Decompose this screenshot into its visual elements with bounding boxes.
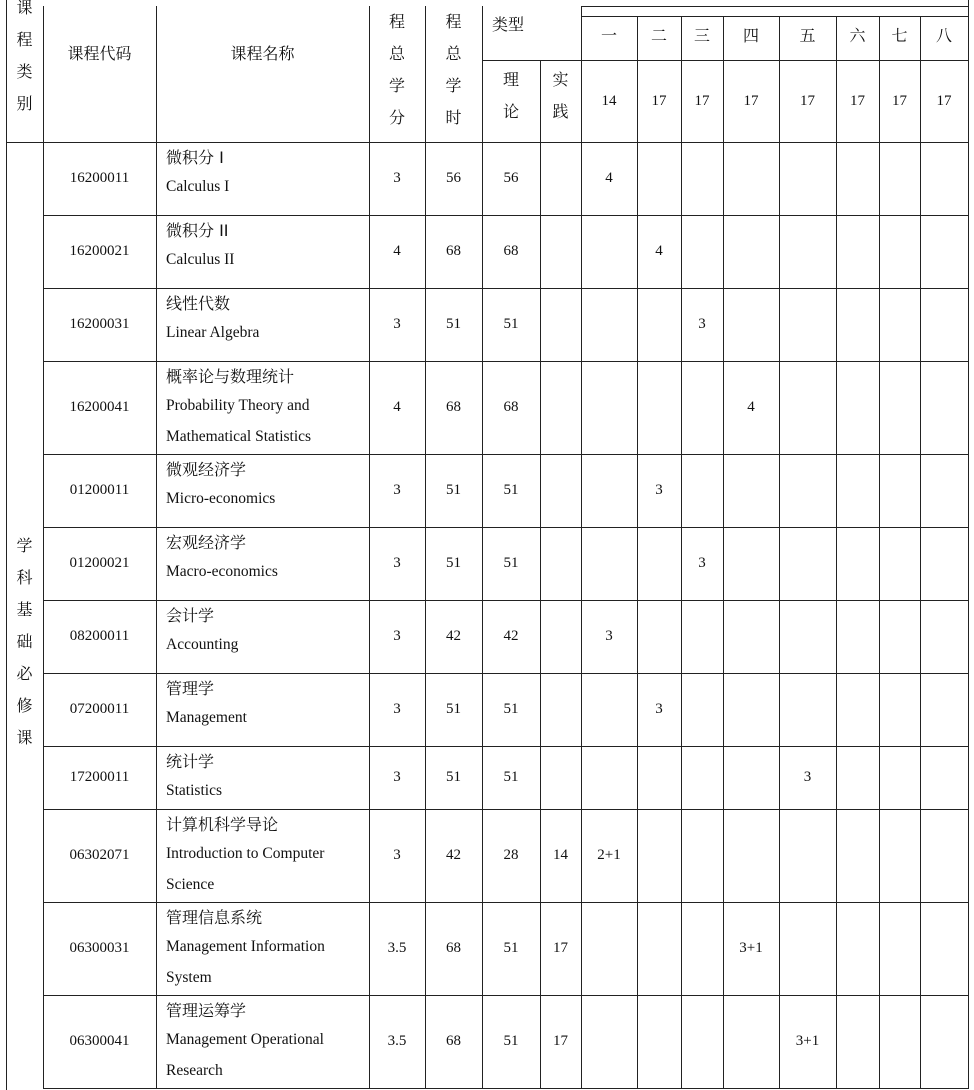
course-name-en: Calculus I [166,178,230,195]
course-hours [425,995,482,1088]
course-semester-hours-text: 4 [605,170,613,186]
header-weeks-8 [920,60,968,142]
course-name [156,673,369,746]
header-semester-4 [723,16,779,52]
course-name-zh: 微积分 I [166,148,224,167]
course-practice [540,142,581,215]
course-theory-text: 68 [503,399,519,415]
course-practice [540,673,581,746]
course-theory-text: 51 [503,769,519,785]
course-hours [425,902,482,995]
header-credits-char: 学 [388,76,405,95]
course-semester-hours [681,288,723,361]
course-name [156,600,369,673]
course-theory-text: 56 [503,170,519,186]
category-label-char: 础 [16,632,33,651]
category-label-char: 必 [16,664,33,683]
course-name-en: Management Operational [166,1031,324,1048]
course-practice [540,995,581,1088]
course-semester-hours [637,215,681,288]
course-theory-text: 51 [503,316,519,332]
course-credits-text: 3 [393,555,401,571]
course-name [156,142,369,215]
header-weeks-4 [723,60,779,142]
course-name [156,454,369,527]
header-semester-label: 五 [799,25,816,45]
course-credits [369,527,425,600]
header-weeks-value: 17 [850,92,865,109]
header-theory-char: 论 [502,102,519,121]
header-category-char: 别 [16,94,33,113]
course-hours [425,600,482,673]
course-hours-text: 56 [446,170,461,186]
course-name-en: Linear Algebra [166,324,260,341]
course-credits-text: 3 [393,847,401,863]
course-code [43,215,156,288]
course-credits [369,600,425,673]
course-semester-hours [723,361,779,454]
course-practice-text: 14 [553,847,568,863]
course-name-zh: 微观经济学 [166,460,247,479]
course-name-zh: 统计学 [166,752,215,771]
header-semester-8 [920,16,968,52]
header-semester-label: 六 [849,25,866,45]
course-theory-text: 68 [503,243,519,259]
course-credits [369,215,425,288]
header-semester-label: 二 [650,25,667,45]
course-credits-text: 3.5 [387,1033,407,1049]
course-code [43,600,156,673]
course-hours [425,361,482,454]
course-credits [369,809,425,902]
course-name-zh: 管理运筹学 [166,1001,247,1020]
course-code [43,995,156,1088]
course-name [156,995,369,1088]
course-theory-text: 51 [503,940,519,956]
header-theory-char: 理 [502,70,519,89]
course-name [156,361,369,454]
category-label-char: 基 [16,600,33,619]
header-category [6,0,43,140]
header-semester-label: 四 [742,25,759,45]
header-weeks-5 [779,60,836,142]
course-hours [425,746,482,809]
header-credits [369,6,425,136]
course-hours-text: 42 [446,847,461,863]
course-semester-hours-text: 2+1 [597,847,621,863]
course-theory-text: 51 [503,482,519,498]
header-hours-char: 学 [445,76,462,95]
course-credits [369,746,425,809]
header-semester-6 [836,16,879,52]
header-name [156,6,369,98]
course-theory-text: 51 [503,1033,519,1049]
course-practice [540,361,581,454]
course-semester-hours-text: 3+1 [795,1033,820,1049]
course-semester-hours-text: 4 [747,399,755,415]
course-hours-text: 68 [446,1033,461,1049]
course-name-en: Management Information [166,938,325,955]
header-category-char: 程 [16,30,33,49]
course-name-zh: 会计学 [166,606,215,625]
header-semester-label: 七 [891,25,908,45]
header-practice [540,64,581,134]
course-semester-hours [581,600,637,673]
header-type-text: 类型 [492,15,525,34]
course-code-text: 07200011 [69,701,130,717]
course-theory [482,902,540,995]
header-hours [425,6,482,136]
course-semester-hours-text: 3 [605,628,613,644]
category-label-char: 科 [16,568,33,587]
course-name-en: Introduction to Computer [166,845,325,862]
course-theory [482,527,540,600]
header-practice-char: 践 [552,102,569,121]
table-rule [836,16,837,1089]
header-weeks-6 [836,60,879,142]
course-name-en: Accounting [166,636,239,653]
course-code-text: 16200041 [69,399,130,415]
course-hours-text: 68 [446,399,461,415]
course-credits-text: 3 [393,701,401,717]
header-weeks-value: 17 [694,92,710,109]
course-practice [540,454,581,527]
header-weeks-value: 17 [800,92,815,109]
course-name-en: Management [166,709,247,726]
course-practice [540,527,581,600]
table-rule [482,60,581,61]
header-credits-char: 分 [388,108,405,127]
course-hours-text: 51 [446,482,461,498]
header-semester-label: 八 [935,25,952,45]
course-theory [482,142,540,215]
course-practice-text: 17 [553,1033,568,1049]
course-semester-hours-text: 3 [803,769,812,785]
course-name-en: Calculus II [166,251,235,268]
course-hours [425,809,482,902]
category-label [6,530,43,770]
category-label-char: 学 [16,536,33,555]
course-theory-text: 51 [503,701,519,717]
course-semester-hours [581,809,637,902]
course-practice [540,600,581,673]
course-hours-text: 51 [446,555,461,571]
course-theory [482,454,540,527]
course-code [43,454,156,527]
course-semester-hours-text: 3+1 [739,940,763,956]
course-hours [425,288,482,361]
course-hours-text: 51 [446,701,461,717]
header-weeks-value: 17 [651,92,667,109]
header-weeks-value: 17 [936,92,952,109]
header-type [492,12,524,35]
course-name [156,527,369,600]
course-credits-text: 3 [393,482,401,498]
course-theory [482,600,540,673]
course-hours-text: 51 [446,316,461,332]
course-theory [482,361,540,454]
course-name-en: Research [166,1062,223,1079]
course-name-zh: 管理信息系统 [166,908,263,927]
course-semester-hours-text: 3 [698,316,706,332]
course-credits-text: 3 [393,769,401,785]
course-name-en: Science [166,876,215,893]
header-weeks-2 [637,60,681,142]
course-code [43,142,156,215]
header-category-char: 课 [16,0,33,17]
course-semester-hours-text: 4 [655,243,663,259]
course-name [156,746,369,809]
course-theory [482,809,540,902]
course-code-text: 06300041 [69,1033,130,1049]
header-weeks-value: 17 [892,92,907,109]
course-name-en: Micro-economics [166,490,276,507]
course-semester-hours [581,142,637,215]
course-name [156,902,369,995]
course-semester-hours [779,746,836,809]
course-code-text: 01200011 [69,482,130,498]
course-hours [425,673,482,746]
course-name-en: System [166,969,212,986]
course-practice-text: 17 [553,940,568,956]
course-code [43,527,156,600]
header-category-char: 类 [16,62,33,81]
course-hours [425,527,482,600]
table-rule [968,0,969,1089]
header-weeks-1 [581,60,637,142]
course-credits-text: 4 [393,399,401,415]
course-code [43,809,156,902]
header-semester-5 [779,16,836,52]
header-semester-1 [581,16,637,52]
course-code-text: 16200011 [69,170,130,186]
course-credits [369,673,425,746]
course-credits-text: 3.5 [387,940,407,956]
table-rule [920,16,921,1089]
course-code [43,361,156,454]
header-name-text: 课程名称 [230,43,295,63]
course-hours-text: 68 [446,940,461,956]
course-semester-hours-text: 3 [698,555,706,571]
header-credits-char: 程 [388,12,405,31]
course-semester-hours [681,527,723,600]
course-theory [482,673,540,746]
table-rule [779,16,780,1089]
course-theory [482,746,540,809]
course-hours [425,454,482,527]
course-semester-hours [637,454,681,527]
course-practice [540,902,581,995]
header-semester-7 [879,16,920,52]
course-credits-text: 3 [393,316,401,332]
course-name-zh: 微积分 II [166,221,229,240]
course-credits-text: 3 [393,628,401,644]
header-semester-label: 一 [600,25,617,45]
header-credits-char: 总 [388,44,405,63]
header-semester-2 [637,16,681,52]
course-theory-text: 42 [503,628,519,644]
course-name-zh: 计算机科学导论 [166,815,279,834]
course-credits-text: 3 [393,170,401,186]
course-theory [482,288,540,361]
course-name-en: Macro-economics [166,563,278,580]
course-code-text: 16200031 [69,316,130,332]
course-code-text: 01200021 [69,555,130,571]
course-practice [540,288,581,361]
course-name-en: Mathematical Statistics [166,428,312,445]
header-hours-char: 总 [445,44,462,63]
header-code [43,6,156,98]
category-label-char: 课 [16,728,33,747]
course-name-zh: 宏观经济学 [166,533,247,552]
header-semester-3 [681,16,723,52]
course-hours [425,142,482,215]
course-hours [425,215,482,288]
header-semester-label: 三 [693,25,710,45]
course-name-zh: 线性代数 [166,294,231,313]
course-semester-hours [779,995,836,1088]
course-code [43,673,156,746]
course-code-text: 06300031 [69,940,130,956]
course-credits [369,288,425,361]
course-theory [482,995,540,1088]
course-hours-text: 68 [446,243,461,259]
course-name [156,809,369,902]
course-name [156,215,369,288]
course-semester-hours [637,673,681,746]
course-practice [540,809,581,902]
course-practice [540,746,581,809]
table-rule [879,16,880,1089]
table-rule [637,16,638,1089]
course-code-text: 08200011 [69,628,130,644]
header-theory [482,64,540,134]
course-name-zh: 管理学 [166,679,215,698]
course-code [43,288,156,361]
course-hours-text: 42 [446,628,461,644]
table-rule [581,6,968,7]
course-code-text: 17200011 [69,769,130,785]
course-code [43,746,156,809]
header-hours-char: 时 [445,108,462,127]
course-theory-text: 28 [503,847,519,863]
course-name-zh: 概率论与数理统计 [166,367,295,386]
category-label-char: 修 [16,696,33,715]
course-credits [369,361,425,454]
course-semester-hours-text: 3 [655,701,663,717]
header-practice-char: 实 [552,70,569,89]
header-weeks-value: 17 [743,92,759,109]
course-credits-text: 4 [393,243,401,259]
course-hours-text: 51 [446,769,461,785]
course-practice [540,215,581,288]
header-hours-char: 程 [445,12,462,31]
course-code [43,902,156,995]
course-credits [369,142,425,215]
course-theory-text: 51 [503,555,519,571]
course-name [156,288,369,361]
course-name-en: Statistics [166,782,222,799]
header-weeks-3 [681,60,723,142]
course-theory [482,215,540,288]
course-name-en: Probability Theory and [166,397,310,414]
course-semester-hours [723,902,779,995]
course-credits [369,454,425,527]
header-weeks-value: 14 [601,92,617,109]
course-credits [369,995,425,1088]
course-semester-hours-text: 3 [655,482,663,498]
course-code-text: 16200021 [69,243,130,259]
course-code-text: 06302071 [69,847,130,863]
header-code-text: 课程代码 [67,43,132,63]
course-credits [369,902,425,995]
header-weeks-7 [879,60,920,142]
